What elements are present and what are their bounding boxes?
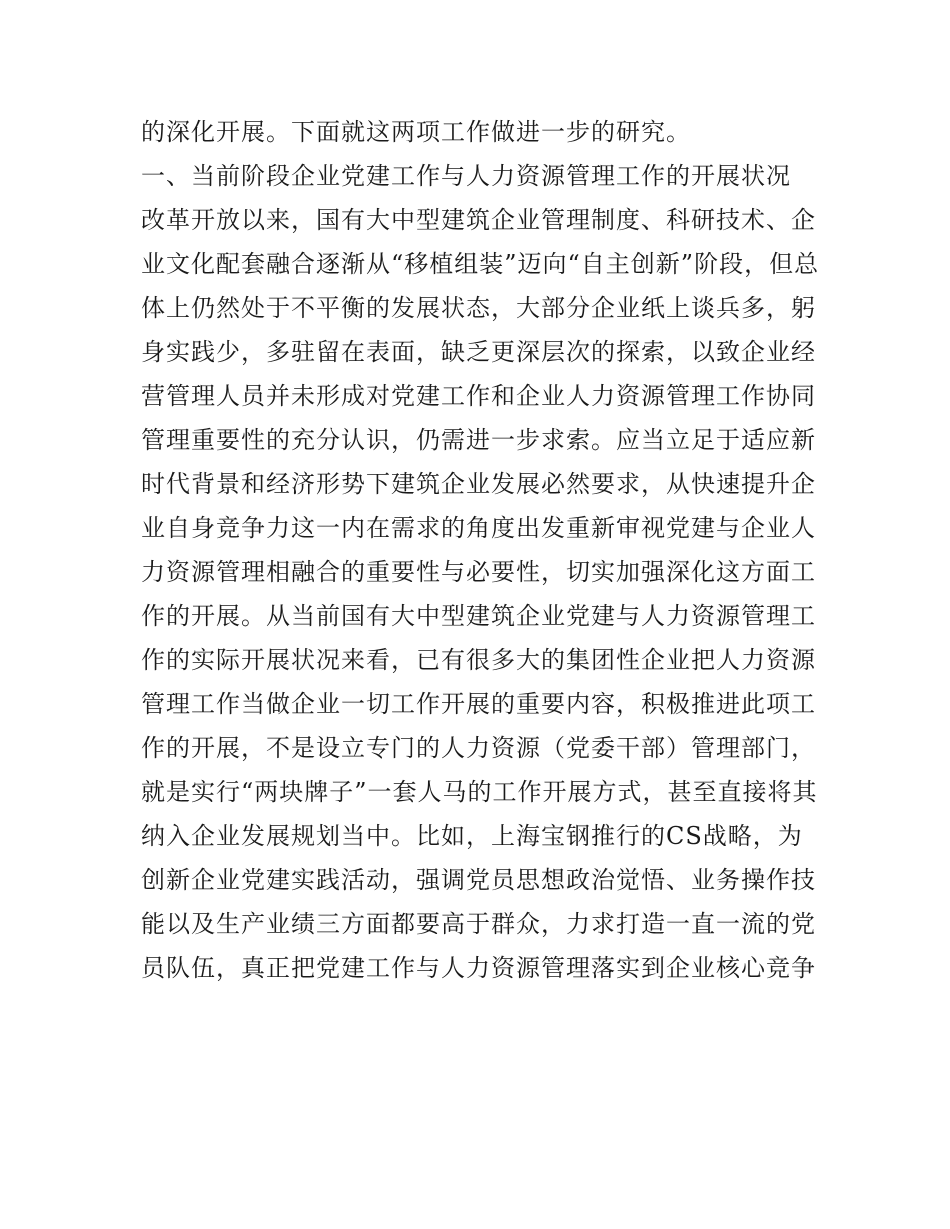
text-line: 管理工作当做企业一切工作开展的重要内容，积极推进此项工 <box>141 690 816 718</box>
text-line: 营管理人员并未形成对党建工作和企业人力资源管理工作协同 <box>141 382 816 410</box>
section-heading: 一、当前阶段企业党建工作与人力资源管理工作的开展状况 <box>141 162 791 190</box>
text-line: 时代背景和经济形势下建筑企业发展必然要求，从快速提升企 <box>141 470 816 498</box>
text-line: 体上仍然处于不平衡的发展状态，大部分企业纸上谈兵多，躬 <box>141 294 816 322</box>
text-line: 业文化配套融合逐渐从“移植组装”迈向“自主创新”阶段，但总 <box>141 250 820 278</box>
text-line: 作的开展，不是设立专门的人力资源（党委干部）管理部门， <box>141 734 816 762</box>
text-line: 业自身竞争力这一内在需求的角度出发重新审视党建与企业人 <box>141 514 816 542</box>
text-line: 能以及生产业绩三方面都要高于群众，力求打造一直一流的党 <box>141 910 816 938</box>
text-line: 作的开展。从当前国有大中型建筑企业党建与人力资源管理工 <box>141 602 816 630</box>
text-line: 作的实际开展状况来看，已有很多大的集团性企业把人力资源 <box>141 646 816 674</box>
text-line: 员队伍，真正把党建工作与人力资源管理落实到企业核心竞争 <box>141 954 816 982</box>
text-line: 身实践少，多驻留在表面，缺乏更深层次的探索，以致企业经 <box>141 338 816 366</box>
text-line: 改革开放以来，国有大中型建筑企业管理制度、科研技术、企 <box>141 206 816 234</box>
text-line: 管理重要性的充分认识，仍需进一步求索。应当立足于适应新 <box>141 426 816 454</box>
body-text <box>141 110 821 990</box>
text-line: 纳入企业发展规划当中。比如，上海宝钢推行的CS战略，为 <box>141 822 803 850</box>
text-line: 的深化开展。下面就这两项工作做进一步的研究。 <box>141 118 691 146</box>
text-line: 力资源管理相融合的重要性与必要性，切实加强深化这方面工 <box>141 558 816 586</box>
text-line: 就是实行“两块牌子”一套人马的工作开展方式，甚至直接将其 <box>141 778 818 806</box>
text-line: 创新企业党建实践活动，强调党员思想政治觉悟、业务操作技 <box>141 866 816 894</box>
